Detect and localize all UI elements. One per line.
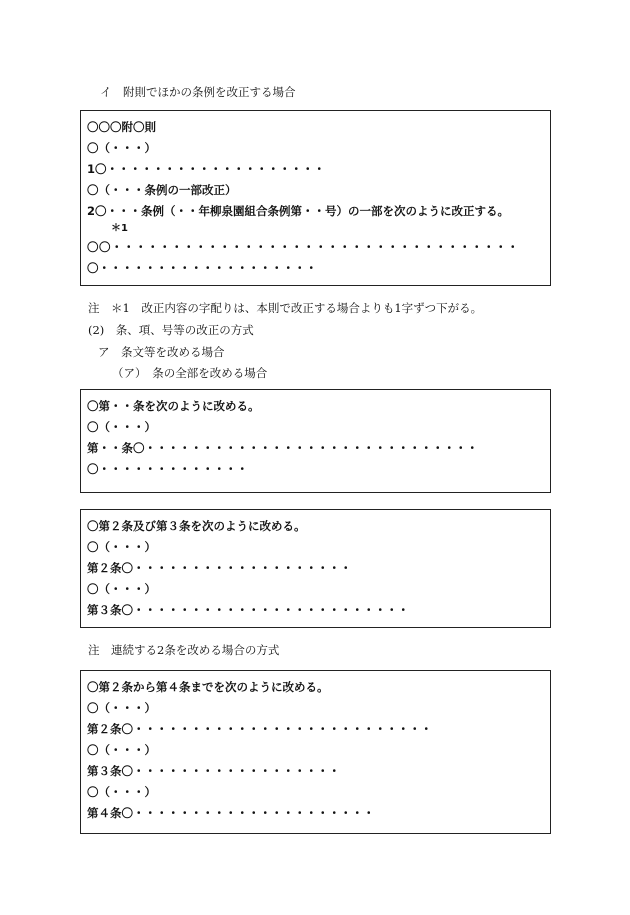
box-line: 第２条〇・・・・・・・・・・・・・・・・・・・・・・・・・・ — [87, 722, 432, 736]
box-line: 〇（・・・） — [87, 743, 156, 757]
example-box-single-article — [80, 389, 551, 493]
box-line: 〇〇〇附〇則 — [87, 120, 156, 134]
box-line: 2〇・・・条例（・・年柳泉園組合条例第・・号）の一部を次のように改正する。 — [87, 204, 509, 218]
section-heading-a: ア 条文等を改める場合 — [98, 345, 225, 359]
box-line: 第３条〇・・・・・・・・・・・・・・・・・・・・・・・・ — [87, 603, 409, 617]
box-line: 〇（・・・） — [87, 141, 156, 155]
box-line: 〇（・・・条例の一部改正） — [87, 183, 237, 197]
example-box-three-articles — [80, 670, 551, 834]
box-line: 第４条〇・・・・・・・・・・・・・・・・・・・・・ — [87, 806, 375, 820]
box-line: 第３条〇・・・・・・・・・・・・・・・・・・ — [87, 764, 340, 778]
box-line: 〇（・・・） — [87, 540, 156, 554]
box-line: 〇（・・・） — [87, 582, 156, 596]
box-line-text: 〇〇・・・・・・・・・・・・・・・・・・・・・・・・・・・・・・・・・・ — [87, 240, 519, 254]
box-line: 〇第・・条を次のように改める。 — [87, 399, 260, 413]
section-heading-a-1: （ア） 条の全部を改める場合 — [112, 366, 268, 380]
example-box-two-articles — [80, 509, 551, 628]
section-heading-2: (2) 条、項、号等の改正の方式 — [88, 323, 254, 337]
box-line: 〇・・・・・・・・・・・・・ — [87, 462, 248, 476]
box-line: 〇（・・・） — [87, 420, 156, 434]
box-line: 〇第２条から第４条までを次のように改める。 — [87, 680, 329, 694]
note-mark: ＊1 — [111, 223, 128, 234]
box-line: 第・・条〇・・・・・・・・・・・・・・・・・・・・・・・・・・・・・ — [87, 441, 478, 455]
section-heading-i: イ 附則でほかの条例を改正する場合 — [100, 85, 296, 99]
box-line: 1〇・・・・・・・・・・・・・・・・・・・ — [87, 162, 325, 176]
note-1: 注 ＊1 改正内容の字配りは、本則で改正する場合よりも1字ずつ下がる。 — [88, 301, 483, 315]
box-line: 〇第２条及び第３条を次のように改める。 — [87, 519, 306, 533]
box-line: 第２条〇・・・・・・・・・・・・・・・・・・・ — [87, 561, 352, 575]
note-2: 注 連続する2条を改める場合の方式 — [88, 643, 280, 657]
box-line: 〇・・・・・・・・・・・・・・・・・・・ — [87, 261, 317, 275]
box-line: 〇（・・・） — [87, 785, 156, 799]
box-line: 〇（・・・） — [87, 701, 156, 715]
box-line-with-note-mark — [87, 222, 550, 258]
example-box-supplementary-provision — [80, 110, 551, 286]
